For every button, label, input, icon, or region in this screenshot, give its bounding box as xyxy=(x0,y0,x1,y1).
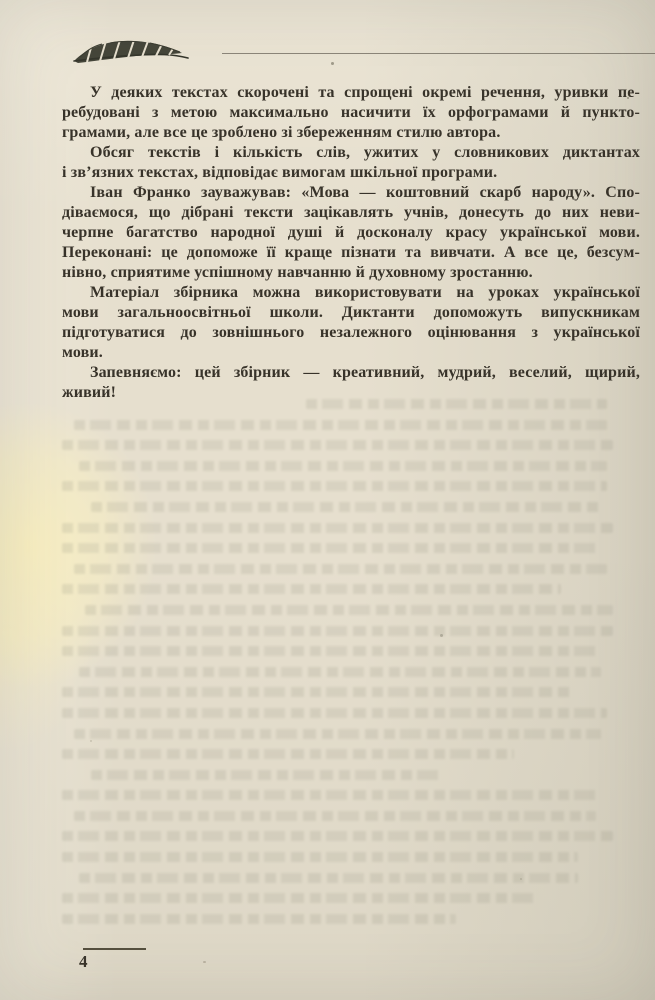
paper-speck xyxy=(608,332,610,334)
bleedthrough-line xyxy=(62,708,607,718)
bleedthrough-line xyxy=(62,749,514,759)
bleedthrough-line xyxy=(62,893,538,903)
bleedthrough-line xyxy=(79,461,607,471)
bleedthrough-line xyxy=(74,564,608,574)
text-line: Обсяг текстів і кількість слів, ужитих у словникових диктантах xyxy=(90,144,640,161)
text-line: Запевняємо: цей збірник — креативний, мудрий, веселий, щирий, xyxy=(90,364,640,381)
paper-speck xyxy=(203,961,206,963)
page-number: 4 xyxy=(79,952,88,971)
text-line: мови загальноосвітньої школи. Диктанти допоможуть випускникам xyxy=(62,304,640,321)
paper-speck xyxy=(90,740,92,742)
bleedthrough-line xyxy=(79,873,578,883)
header-rule xyxy=(222,53,655,54)
bleedthrough-line xyxy=(79,667,601,677)
text-line: діваємося, що дібрані тексти зацікавлять учнів, донесуть до них неви- xyxy=(62,204,640,221)
bleedthrough-line xyxy=(74,729,602,739)
bleedthrough-line xyxy=(62,543,601,553)
bleedthrough-line xyxy=(62,914,456,924)
footer-rule xyxy=(83,948,146,950)
bleedthrough-line xyxy=(62,831,613,841)
bleedthrough-line xyxy=(62,790,601,800)
bleedthrough-line xyxy=(62,626,613,636)
bleedthrough-line xyxy=(62,584,561,594)
bleedthrough-block xyxy=(62,399,642,934)
paper-speck xyxy=(520,878,522,880)
bleedthrough-line xyxy=(62,481,607,491)
paragraph xyxy=(62,143,640,183)
text-line: живий! xyxy=(62,384,117,401)
paragraph xyxy=(62,83,640,143)
bleedthrough-line xyxy=(91,502,601,512)
bleedthrough-line xyxy=(62,852,578,862)
paper-speck xyxy=(331,62,334,65)
paragraph xyxy=(62,183,640,283)
bleedthrough-line xyxy=(62,687,572,697)
text-block xyxy=(62,83,640,403)
text-line: мови. xyxy=(62,344,103,361)
feather-icon xyxy=(70,33,190,73)
bleedthrough-line xyxy=(62,440,613,450)
text-line: Переконані: це допоможе її краще пізнати та вивчати. А все це, безсум- xyxy=(62,244,640,261)
paper-speck xyxy=(440,634,443,637)
text-line: Іван Франко зауважував: «Мова — коштовний скарб народу». Спо- xyxy=(90,184,640,201)
bleedthrough-line xyxy=(85,605,613,615)
bleedthrough-line xyxy=(74,811,596,821)
text-line: черпне багатство народної душі й досконалу красу української мови. xyxy=(62,224,640,241)
paragraph xyxy=(62,363,640,403)
text-line: ребудовані з метою максимально насичити їх орфограмами й пункто- xyxy=(62,104,640,121)
paper-speck xyxy=(627,97,629,99)
bleedthrough-line xyxy=(62,646,596,656)
text-line: грамами, але все це зроблено зі збереженням стилю автора. xyxy=(62,124,501,141)
text-line: Матеріал збірника можна використовувати на уроках української xyxy=(90,284,640,301)
bleedthrough-line xyxy=(62,523,613,533)
text-line: і зв’язних текстах, відповідає вимогам шкільної програми. xyxy=(62,164,498,181)
bleedthrough-line xyxy=(91,770,439,780)
bleedthrough-line xyxy=(74,420,608,430)
text-line: підготуватися до зовнішнього незалежного оцінювання з української xyxy=(62,324,640,341)
text-line: У деяких текстах скорочені та спрощені окремі речення, уривки пе- xyxy=(90,84,640,101)
text-line: нівно, сприятиме успішному навчанню й духовному зростанню. xyxy=(62,264,533,281)
paragraph xyxy=(62,283,640,363)
